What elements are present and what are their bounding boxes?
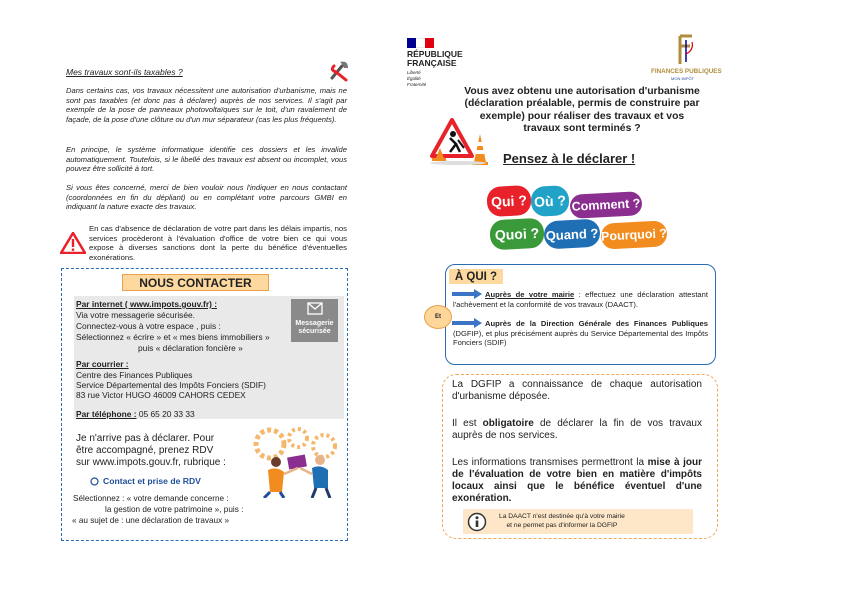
aqui-item-2-rest: (DGFIP), et plus précisément auprès du Service Départemental des Impôts Fonciers (SDIF) — [453, 328, 708, 347]
taxable-title: Mes travaux sont-ils taxables ? — [66, 67, 183, 77]
rdv-select-1: Sélectionnez : « votre demande concerne : — [73, 494, 229, 503]
rdv-line-1: Je n'arrive pas à déclarer. Pour — [76, 433, 215, 444]
dgfip-p3-a: Les informations transmises permettront la — [452, 457, 648, 468]
motto-line-1: Liberté — [407, 70, 421, 75]
dgfip-paragraph-1: La DGFIP a connaissance de chaque autorisation d'urbanisme déposée. — [452, 379, 702, 402]
envelope-icon — [307, 302, 323, 315]
dgfip-note — [463, 509, 693, 534]
question-line-4: travaux sont terminés ? — [523, 122, 641, 134]
rdv-line-2: être accompagné, prenez RDV — [76, 445, 214, 456]
rdv-link[interactable] — [90, 476, 201, 486]
rdv-link-text[interactable]: Contact et prise de RDV — [103, 476, 201, 486]
motto-line-3: Fraternité — [407, 82, 427, 87]
taxable-paragraph-1: Dans certains cas, vos travaux nécessitent une autorisation d'urbanisme, mais ne sont pas taxables (et donc pas à déclarer) auprès de nos services. Il s'agit par exemple de la pose de panneaux photovoltaïques sur le toit, d'un ravalement de façade, de la pose d'une clôture ou d'un mur séparateur (cas les plus fréquents). — [66, 86, 347, 124]
dgfip-p2-b: obligatoire — [482, 418, 534, 429]
secure-messaging-badge — [291, 299, 338, 342]
fp-line-1: FINANCES PUBLIQUES — [651, 68, 722, 75]
warning-icon — [60, 232, 86, 254]
dgfip-note-line-1: La DAACT n'est destinée qu'à votre mairie — [499, 513, 625, 520]
taxable-paragraph-3: Si vous êtes concerné, merci de bien vouloir nous l'indiquer en nous contactant (coordonnées en fin du dépliant) ou en complétant votre parcours GMBI en indiquant la nature exacte des travaux. — [66, 183, 347, 212]
dgfip-paragraph-2 — [452, 418, 702, 442]
dgfip-p3-b: mise à jour de l'évaluation de votre bien en matière d'impôts locaux ainsi que le bénéfice éventuel d'une exonération. — [452, 457, 702, 504]
aqui-item-1-rest: : effectuez une déclaration attestant l'achèvement et la conformité de vos travaux (DAACT). — [453, 290, 708, 309]
pensez-title: Pensez à le déclarer ! — [503, 151, 636, 166]
dgfip-paragraph-3 — [452, 457, 702, 505]
tools-icon — [326, 58, 352, 84]
aqui-item-2 — [453, 319, 708, 348]
contact-mail-line-3: 83 rue Victor HUGO 46009 CAHORS CEDEX — [76, 390, 246, 400]
contact-title: NOUS CONTACTER — [139, 275, 252, 290]
side-badge — [424, 305, 452, 329]
rdv-select-2: la gestion de votre patrimoine », puis : — [105, 505, 244, 514]
aqui-item-2-bold: Auprès de la Direction Générale des Finances Publiques — [485, 319, 708, 328]
contact-internet-label: Par internet ( www.impots.gouv.fr) : — [76, 299, 217, 309]
taxable-paragraph-2: En principe, le système informatique identifie ces dossiers et les invalide automatiquement. Toutefois, si le libellé des travaux est absent ou incomplet, vous pouvez être sollicité à tort. — [66, 145, 347, 174]
contact-internet-line-2: Connectez-vous à votre espace , puis : — [76, 321, 221, 331]
bubble-quoi: Quoi ? — [489, 218, 544, 251]
aqui-item-1-bold: Auprès de votre mairie — [485, 290, 575, 299]
roadworks-icon — [428, 118, 492, 166]
meeting-illustration — [248, 426, 344, 498]
contact-phone-number: 05 65 20 33 33 — [136, 409, 195, 419]
motto-line-2: Égalité — [407, 76, 421, 81]
fp-line-2: MON IMPÔT — [671, 76, 695, 81]
contact-internet-line-4: puis « déclaration foncière » — [138, 343, 243, 353]
contact-internet-line-3: Sélectionnez « écrire » et « mes biens immobiliers » — [76, 332, 270, 342]
badge-line-2: sécurisée — [298, 328, 331, 335]
aqui-title-box — [449, 269, 503, 284]
bubble-comment: Comment ? — [569, 191, 642, 219]
rdv-line-3: sur www.impots.gouv.fr, rubrique : — [76, 457, 226, 468]
dgfip-p2-c: de déclarer la fin de vos travaux auprès de nos services. — [452, 418, 702, 441]
contact-mail-line-1: Centre des Finances Publiques — [76, 370, 193, 380]
side-badge-text: Et — [435, 314, 441, 320]
contact-phone-label: Par téléphone : — [76, 409, 137, 419]
bubble-qui: Qui ? — [486, 185, 532, 217]
contact-title-box — [122, 274, 269, 291]
republique-francaise-logo — [407, 38, 463, 88]
contact-mail-label: Par courrier : — [76, 359, 129, 369]
contact-mail-line-2: Service Départemental des Impôts Fonciers (SDIF) — [76, 380, 266, 390]
question-line-3: exemple) pour réaliser des travaux et vos — [479, 110, 685, 122]
contact-phone — [76, 409, 195, 419]
finances-publiques-emblem — [674, 34, 698, 66]
contact-internet-line-1: Via votre messagerie sécurisée. — [76, 310, 196, 320]
aqui-item-1 — [453, 290, 708, 309]
badge-line-1: Messagerie — [295, 320, 334, 327]
rdv-select-3: « au sujet de : une déclaration de travaux » — [72, 516, 230, 525]
bubble-ou: Où ? — [530, 185, 570, 217]
marianne-flag-icon — [407, 38, 434, 48]
chat-icon — [90, 477, 99, 486]
bubble-quand: Quand ? — [543, 219, 600, 250]
question-line-2: (déclaration préalable, permis de construire par — [464, 98, 700, 110]
rf-line-1: RÉPUBLIQUE — [407, 49, 463, 59]
warning-text: En cas d'absence de déclaration de votre part dans les délais impartis, nos services procèderont à l'évaluation d'office de votre bien ce qui vous expose à diverses sanctions dont la perte du bénéfice d'éventuelles exonérations. — [89, 224, 347, 262]
rf-line-2: FRANÇAISE — [407, 58, 457, 68]
info-icon — [467, 512, 487, 532]
aqui-title: À QUI ? — [454, 270, 498, 283]
dgfip-note-line-2: et ne permet pas d'informer la DGFIP — [506, 521, 618, 529]
dgfip-p2-a: Il est — [452, 418, 483, 429]
question-line-1: Vous avez obtenu une autorisation d'urbanisme — [464, 86, 700, 97]
bubble-pourquoi: Pourquoi ? — [600, 220, 667, 249]
